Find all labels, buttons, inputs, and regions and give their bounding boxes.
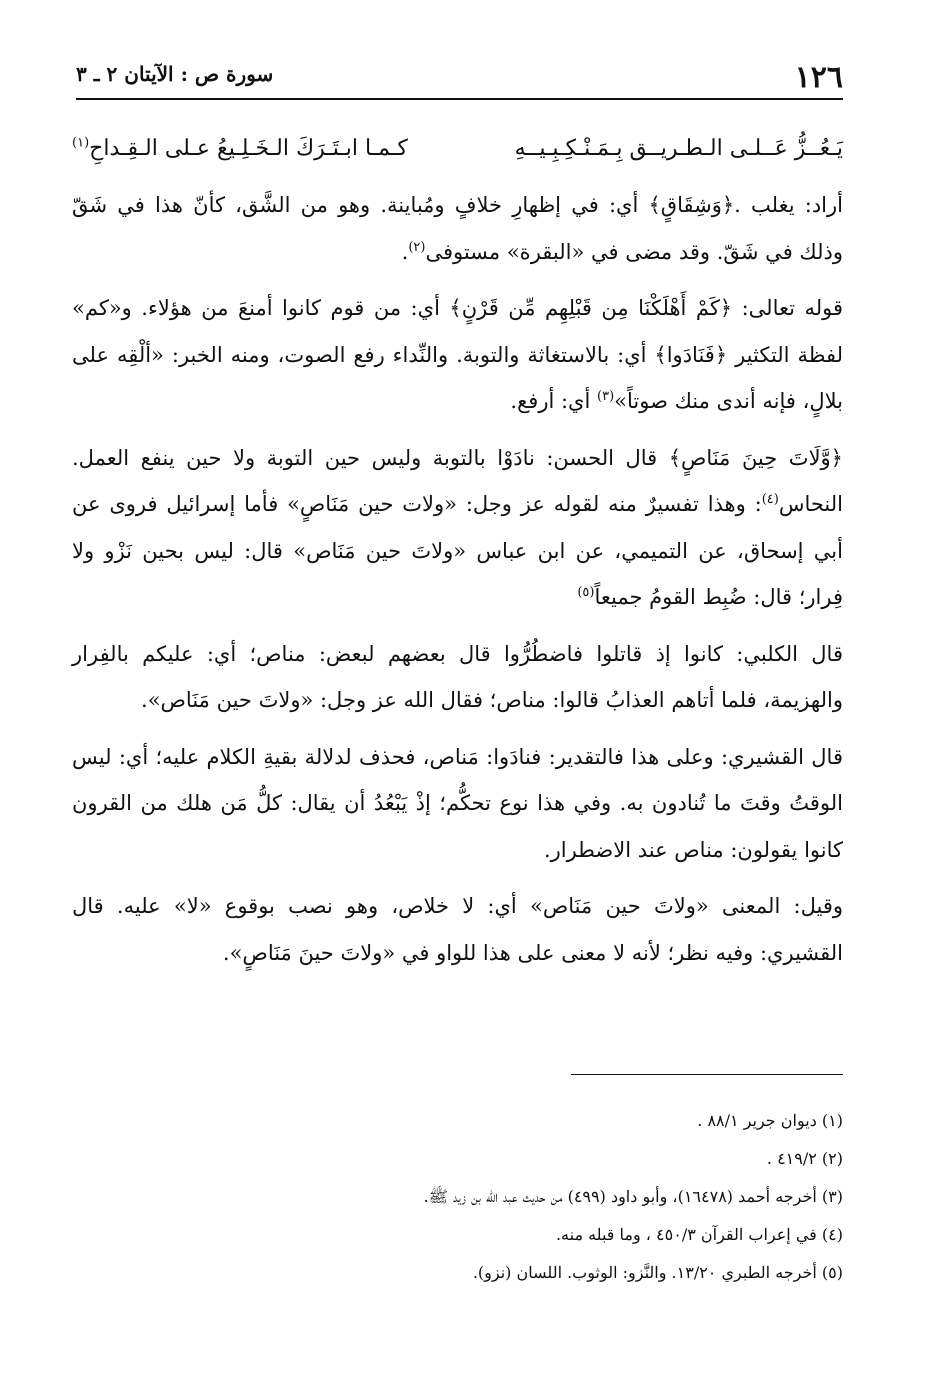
footnote-ref[interactable]: (٥)	[577, 585, 595, 600]
paragraph-6: وقيل: المعنى «ولاتَ حين مَنَاص» أي: لا خلاص، وهو نصب بوقوع «لا» عليه. قال القشيري: وفيه نظر؛ لأنه لا معنى على هذا للواو في «ولاتَ حينَ مَنَاصٍ».	[72, 894, 843, 965]
paragraph-4: قال الكلبي: كانوا إذ قاتلوا فاضطُرُّوا قال بعضهم لبعض: مناص؛ أي: عليكم بالفِرار والهزيمة، فلما أتاهم العذابُ قالوا: مناص؛ فقال الله عز وجل: «ولاتَ حين مَنَاص».	[72, 641, 843, 712]
footnote-1: (١) ديوان جرير ٨٨/١ .	[697, 1111, 843, 1130]
paragraph-3: ﴿وَّلَاتَ حِينَ مَنَاصٍ﴾ قال الحسن: نادَوْا بالتوبة وليس حين التوبة ولا حين ينفع العمل. النحاس$^{(٤)}$: وهذا تفسيرٌ منه لقوله عز وجل: «ولات حين مَنَاصٍ» فأما إسرائيل فروى عن أبي إسحاق، عن التميمي، عن ابن عباس «ولاتَ حين مَنَاص» قال: ليس بحين نَزْو ولا فِرار؛ قال: ضُبِط القومُ جميعاً$^{(٥)}$	[72, 445, 843, 609]
hemistich-right: يَـعُــزُّ عَــلـى الـطـريــق بِـمَـنْـكِـبِـيــهِ	[514, 136, 843, 161]
footnote-4: (٤) في إعراب القرآن ٤٥٠/٣ ، وما قبله منه.	[555, 1225, 843, 1244]
footnote-ref[interactable]: (٢)	[408, 239, 426, 255]
footnote-ref[interactable]: (٣)	[597, 389, 615, 404]
footnote-ref[interactable]: (١)	[72, 135, 90, 151]
footnote-3: (٣) أخرجه أحمد (١٦٤٧٨)، وأبو داود (٤٩٩) من حديث عبد الله بن زيد ﷺ.	[423, 1187, 843, 1206]
paragraph-5: قال القشيري: وعلى هذا فالتقدير: فنادَوا: مَناص، فحذف لدلالة بقيةِ الكلام عليه؛ أي: ليس الوقتُ وقتَ ما تُنادون به. وفي هذا نوع تحكُّم؛ إذْ يَبْعُدُ أن يقال: كلُّ مَن هلك من القرون كانوا يقولون: مناص عند الاضطرار.	[72, 744, 843, 862]
footnote-ref[interactable]: (٤)	[761, 492, 779, 507]
poem-verse	[72, 124, 843, 174]
footnotes	[76, 1102, 843, 1292]
footnote-separator	[571, 1074, 843, 1075]
paragraph-1: أراد: يغلب .﴿وَشِقَاقٍ﴾ أي: في إظهارِ خلافٍ ومُباينة. وهو من الشَّق، كأنّ هذا في شَقّ وذلك في شَقّ. وقد مضى في «البقرة» مستوفى$^{(٢)}$.	[72, 193, 843, 264]
header-rule	[76, 98, 843, 100]
running-title: سورة ص : الآيتان ٢ ـ ٣	[76, 62, 274, 86]
hemistich-left: كـمـا ابـتَـرَكَ الـخَـلِـيعُ عـلى الـقِـداحِ$^{(١)}$	[72, 135, 408, 161]
footnote-5: (٥) أخرجه الطبري ١٣/٢٠. والنَّزو: الوثوب. اللسان (نزو).	[472, 1263, 843, 1282]
main-text	[72, 124, 843, 986]
page-number: ١٢٦	[794, 60, 843, 95]
footnote-2: (٢) ٤١٩/٢ .	[766, 1149, 843, 1168]
paragraph-2: قوله تعالى: ﴿كَمْ أَهْلَكْنَا مِن قَبْلِهِم مِّن قَرْنٍ﴾ أي: من قوم كانوا أمنعَ من هؤلاء. و«كم» لفظة التكثير ﴿فَنَادَوا﴾ أي: بالاستغاثة والتوبة. والنِّداء رفع الصوت، ومنه الخبر: «ألْقِه على بلالٍ، فإنه أندى منك صوتاً»$^{(٣)}$ أي: أرفع.	[72, 296, 843, 413]
page-header	[76, 56, 843, 96]
